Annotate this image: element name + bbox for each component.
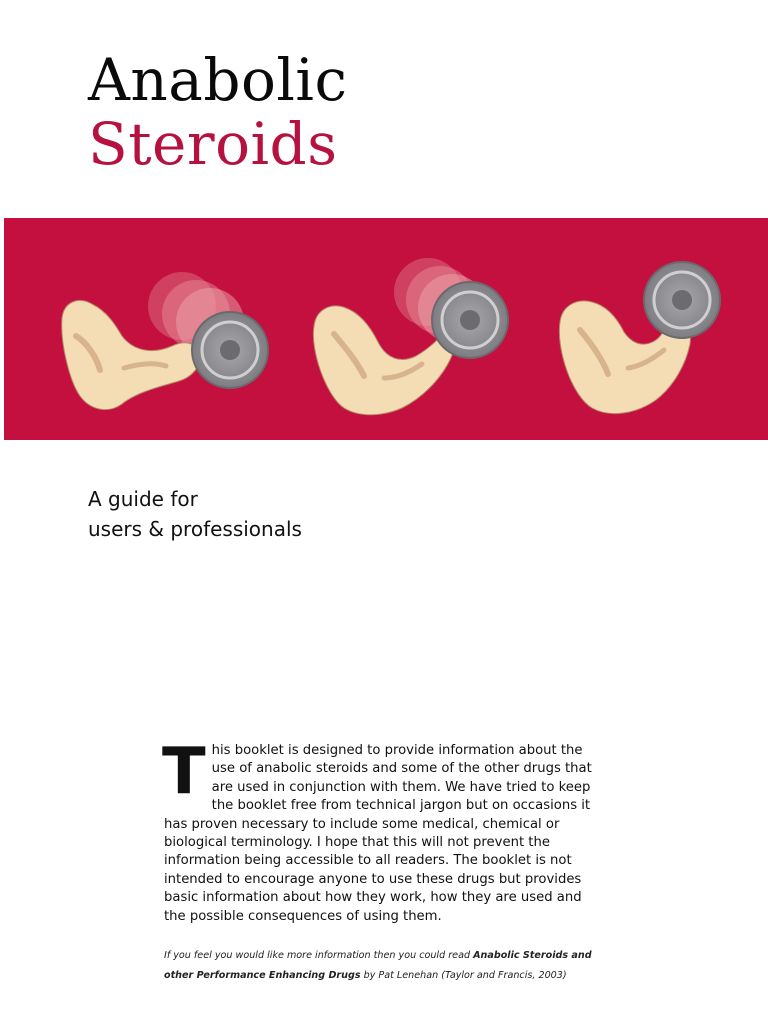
intro-paragraph (162, 735, 600, 926)
booklet-title (88, 48, 347, 176)
footnote-tail: by Pat Lenehan (Taylor and Francis, 2003) (360, 970, 567, 981)
footnote-lead: If you feel you would like more information then you could read (164, 950, 474, 961)
flexing-arm-dumbbell-icon (559, 262, 720, 414)
subtitle-line-1: A guide for (88, 487, 198, 511)
subtitle-line-2: users & professionals (88, 517, 302, 541)
further-reading-note (164, 946, 604, 986)
title-line-anabolic: Anabolic (88, 46, 348, 114)
illustration-banner (4, 218, 768, 440)
flexing-arm-dumbbell-icon (62, 272, 268, 410)
title-line-steroids: Steroids (88, 110, 338, 178)
booklet-subtitle (88, 484, 302, 544)
footnote-book-title: Anabolic Steroids and other Performance Enhancing Drugs (164, 950, 592, 981)
drop-cap: T (162, 735, 206, 809)
intro-text: his booklet is designed to provide information about the use of anabolic steroids and some of the other drugs that are used in conjunction with them. We have tried to keep the booklet free from technical jargon but on occasions it has proven necessary to include some medical, chemical or biological terminology. I hope that this will not prevent the information being accessible to all readers. The booklet is not intended to encourage anyone to use these drugs but provides basic information about how they work, how they are used and the possible consequences of using them. (164, 743, 592, 924)
banner-illustrations (4, 218, 768, 440)
flexing-arm-dumbbell-icon (313, 258, 508, 415)
